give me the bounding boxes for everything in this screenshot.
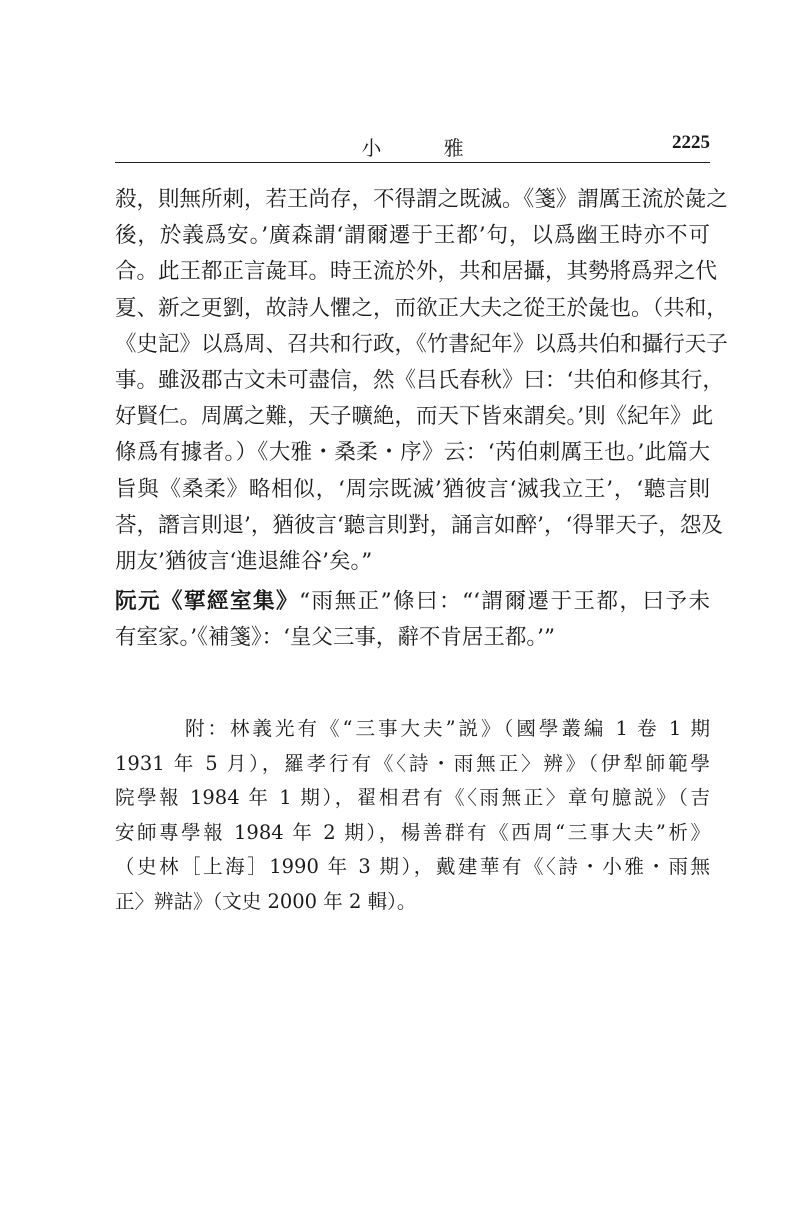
- text-line: 朋友’猶彼言‘進退維谷’矣。”: [115, 548, 373, 574]
- note-line: 附：林義光有《“三事大夫”説》（國學叢編 1 卷 1 期: [185, 717, 710, 740]
- running-title: 小 雅: [361, 136, 492, 160]
- note-line: 1931 年 5 月），羅孝行有《〈詩・雨無正〉辨》（伊犁師範學: [115, 751, 710, 775]
- text-line: 事。雖汲郡古文未可盡信，然《吕氏春秋》曰：‘共伯和修其行，: [115, 367, 724, 393]
- main-text: [115, 182, 728, 656]
- source-citation: 阮元《揅經室集》: [115, 589, 300, 615]
- text-line: 合。此王都正言彘耳。時王流於外，共和居攝，其勢將爲羿之代: [115, 259, 718, 285]
- text-line: 後，於義爲安。’廣森謂‘謂爾遷于王都’句，以爲幽王時亦不可: [115, 223, 710, 249]
- note-line: 正〉辨詁》（文史 2000 年 2 輯）。: [115, 889, 417, 913]
- text-line: 荅，譖言則退’，猶彼言‘聽言則對，誦言如醉’，‘得罪天子，怨及: [115, 512, 723, 538]
- appendix-note: [115, 712, 710, 920]
- text-line: 《史記》以爲周、召共和行政，《竹書紀年》以爲共伯和攝行天子: [115, 331, 728, 357]
- text-line: 條爲有據者。）《大雅・桑柔・序》云：‘芮伯刺厲王也。’此篇大: [115, 440, 710, 466]
- citation-text: “雨無正”條曰：“‘謂爾遷于王都，曰予未: [299, 589, 710, 615]
- text-line: 好賢仁。周厲之難，天子曠絶，而天下皆來謂矣。’則《紀年》此: [115, 404, 714, 430]
- text-line: 殺，則無所刺，若王尚存，不得謂之既滅。《箋》謂厲王流於彘之: [115, 187, 728, 212]
- page-number: 2225: [672, 132, 710, 153]
- text-line: 有室家。’《補箋》：‘皇父三事，辭不肯居王都。’”: [115, 625, 555, 651]
- paragraph-ruan-yuan: [115, 584, 710, 656]
- note-line: （史林［上海］1990 年 3 期），戴建華有《〈詩・小雅・雨無: [115, 855, 710, 879]
- text-line: 旨與《桑柔》略相似，‘周宗既滅’猶彼言‘滅我立王’，‘聽言則: [115, 476, 710, 502]
- note-line: 安師專學報 1984 年 2 期），楊善群有《西周“三事大夫”析》: [115, 820, 710, 844]
- text-line: [115, 584, 710, 620]
- note-line: 院學報 1984 年 1 期），翟相君有《〈雨無正〉章句臆説》（吉: [115, 786, 710, 810]
- text-line: 夏、新之更劉，故詩人懼之，而欲正大夫之從王於彘也。（共和，: [115, 295, 728, 321]
- running-header: [115, 128, 710, 163]
